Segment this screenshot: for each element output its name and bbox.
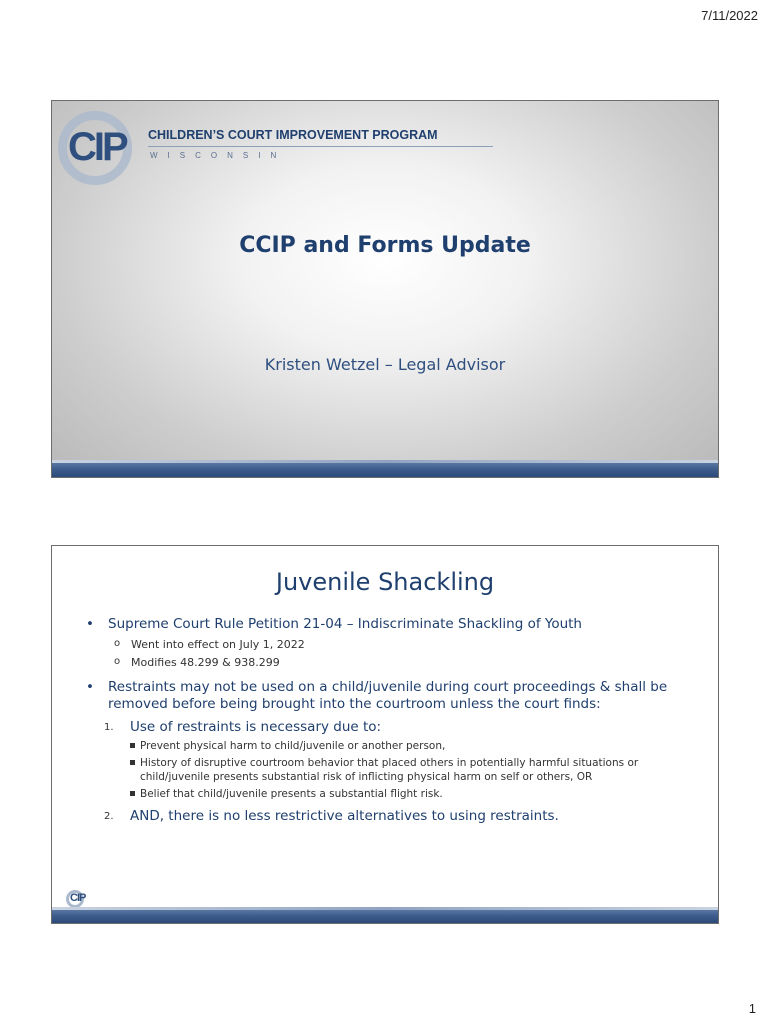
numbered-item xyxy=(84,719,704,737)
logo-program-name: CHILDREN’S COURT IMPROVEMENT PROGRAM xyxy=(148,128,438,142)
bullet-marker: • xyxy=(86,616,94,632)
sub-bullet-item xyxy=(84,637,704,652)
square-bullet-item xyxy=(84,739,704,754)
slide-footer-bar xyxy=(52,463,718,477)
bullet-item xyxy=(84,679,704,715)
title-slide xyxy=(51,100,719,478)
page-date: 7/11/2022 xyxy=(701,8,758,23)
square-bullet-text: Prevent physical harm to child/juvenile or another person, xyxy=(140,740,446,753)
square-bullet-icon xyxy=(130,791,135,796)
square-bullet-item xyxy=(84,756,704,785)
page-number: 1 xyxy=(748,1001,756,1016)
content-slide xyxy=(51,545,719,924)
slide-footer-bar xyxy=(52,910,718,923)
number-marker: 1. xyxy=(104,722,114,734)
logo-letters: CIP xyxy=(68,125,126,169)
slide-body xyxy=(84,616,704,826)
slide-subtitle: Kristen Wetzel – Legal Advisor xyxy=(264,355,506,374)
number-marker: 2. xyxy=(104,810,114,822)
logo-state: WISCONSIN xyxy=(150,151,287,160)
slide-title: Juvenile Shackling xyxy=(275,568,495,596)
sub-bullet-marker: o xyxy=(114,656,121,668)
cip-logo xyxy=(58,111,498,181)
numbered-text: Use of restraints is necessary due to: xyxy=(130,719,382,736)
bullet-text: Restraints may not be used on a child/juvenile during court proceedings & shall be removed before being brought into the courtroom unless the court finds: xyxy=(108,678,668,713)
sub-bullet-text: Modifies 48.299 & 938.299 xyxy=(131,656,280,670)
sub-bullet-text: Went into effect on July 1, 2022 xyxy=(131,637,305,651)
mini-logo-text: CIP xyxy=(70,892,86,904)
square-bullet-text: History of disruptive courtroom behavior that placed others in potentially harmful situations or child/juvenile presents substantial risk of inflicting physical harm on self or others, OR xyxy=(140,756,639,784)
square-bullet-item xyxy=(84,787,704,802)
square-bullet-icon xyxy=(130,743,135,748)
footer-cip-logo xyxy=(66,890,96,908)
numbered-text: AND, there is no less restrictive alternatives to using restraints. xyxy=(130,807,559,824)
square-bullet-icon xyxy=(130,760,135,765)
numbered-item xyxy=(84,808,704,826)
bullet-marker: • xyxy=(86,678,94,695)
logo-divider xyxy=(148,146,493,147)
square-bullet-text: Belief that child/juvenile presents a substantial flight risk. xyxy=(140,788,443,801)
sub-bullet-item xyxy=(84,655,704,670)
bullet-item xyxy=(84,616,704,634)
bullet-text: Supreme Court Rule Petition 21-04 – Indiscriminate Shackling of Youth xyxy=(108,616,582,632)
slide-title: CCIP and Forms Update xyxy=(239,233,531,258)
sub-bullet-marker: o xyxy=(114,637,121,649)
